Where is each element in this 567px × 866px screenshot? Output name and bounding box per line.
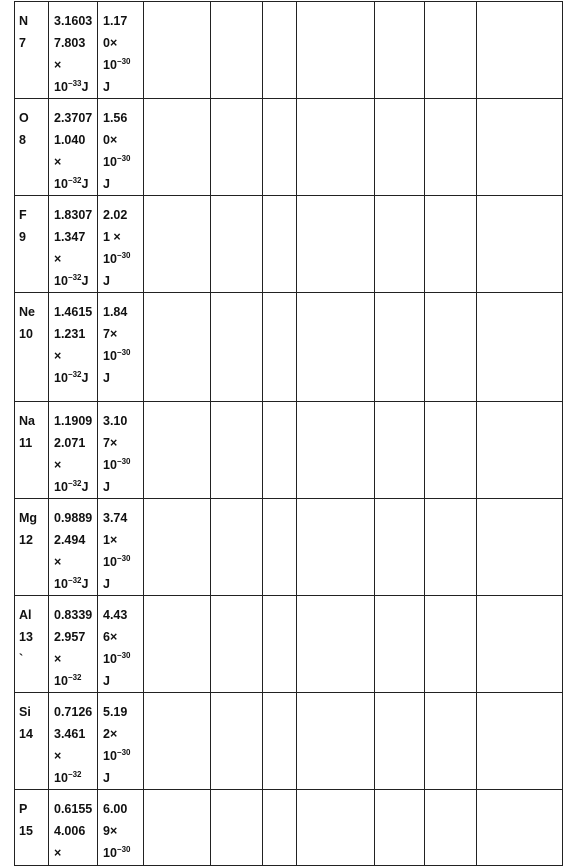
energy-cell	[98, 596, 144, 693]
power-base: 10	[103, 652, 117, 666]
element-cell	[15, 196, 49, 293]
empty-cell	[297, 596, 375, 693]
element-line: 10	[19, 327, 33, 341]
empty-cell	[477, 693, 563, 790]
energy-line	[98, 648, 143, 670]
power-exponent: −32	[67, 176, 82, 185]
element-line: Mg	[19, 511, 38, 525]
empty-cell	[144, 693, 211, 790]
unit-label: J	[81, 80, 89, 94]
empty-cell	[477, 499, 563, 596]
empty-cell	[375, 596, 425, 693]
value-line: 0.7126	[54, 705, 93, 719]
power-exponent: −33	[67, 79, 82, 88]
empty-cell	[425, 693, 477, 790]
element-line: 8	[19, 133, 26, 147]
value-line	[49, 76, 97, 98]
energy-line: J	[103, 177, 110, 191]
empty-cell	[477, 402, 563, 499]
empty-cell	[211, 2, 263, 99]
energy-line: 7×	[103, 436, 118, 450]
energy-line	[98, 248, 143, 270]
energy-line	[98, 151, 143, 173]
element-line: `	[19, 652, 24, 666]
empty-cell	[263, 99, 297, 196]
table-row	[15, 499, 563, 596]
value-line: ×	[54, 652, 62, 666]
value-cell	[49, 99, 98, 196]
empty-cell	[263, 499, 297, 596]
power-exponent: −30	[116, 651, 131, 660]
energy-line: 6×	[103, 630, 118, 644]
table-row	[15, 2, 563, 99]
power-exponent: −30	[116, 554, 131, 563]
energy-line: 1.17	[103, 14, 128, 28]
value-cell	[49, 790, 98, 866]
empty-cell	[211, 99, 263, 196]
power-exponent: −30	[116, 348, 131, 357]
empty-cell	[211, 196, 263, 293]
energy-line: 0×	[103, 36, 118, 50]
energy-cell	[98, 402, 144, 499]
empty-cell	[375, 196, 425, 293]
energy-line	[98, 745, 143, 767]
energy-line: 3.74	[103, 511, 128, 525]
element-line: N	[19, 14, 29, 28]
empty-cell	[425, 196, 477, 293]
element-cell	[15, 499, 49, 596]
energy-cell	[98, 196, 144, 293]
value-cell	[49, 693, 98, 790]
power-base: 10	[54, 674, 68, 688]
energy-line	[98, 454, 143, 476]
empty-cell	[425, 499, 477, 596]
value-line: 1.8307	[54, 208, 93, 222]
energy-line	[98, 54, 143, 76]
value-line: ×	[54, 155, 62, 169]
element-cell	[15, 99, 49, 196]
element-line: 15	[19, 824, 33, 838]
power-base: 10	[103, 58, 117, 72]
value-line: 1.231	[54, 327, 86, 341]
empty-cell	[211, 693, 263, 790]
element-cell	[15, 402, 49, 499]
value-line: 7.803	[54, 36, 86, 50]
empty-cell	[477, 2, 563, 99]
energy-line: J	[103, 674, 110, 688]
value-line	[49, 270, 97, 292]
value-line: 0.8339	[54, 608, 93, 622]
empty-cell	[144, 2, 211, 99]
unit-label: J	[81, 274, 89, 288]
element-line: O	[19, 111, 29, 125]
power-base: 10	[103, 349, 117, 363]
table-row	[15, 293, 563, 402]
empty-cell	[375, 2, 425, 99]
energy-line: J	[103, 577, 110, 591]
value-line: 2.071	[54, 436, 86, 450]
value-line	[49, 670, 97, 692]
empty-cell	[297, 2, 375, 99]
power-base: 10	[54, 80, 68, 94]
energy-line: J	[103, 480, 110, 494]
empty-cell	[211, 790, 263, 866]
energy-line	[98, 551, 143, 573]
power-exponent: −32	[67, 770, 82, 779]
power-base: 10	[54, 577, 68, 591]
empty-cell	[375, 790, 425, 866]
power-base: 10	[54, 274, 68, 288]
energy-line: J	[103, 371, 110, 385]
empty-cell	[297, 499, 375, 596]
element-line: F	[19, 208, 27, 222]
energy-cell	[98, 499, 144, 596]
power-base: 10	[54, 771, 68, 785]
empty-cell	[263, 2, 297, 99]
energy-line	[98, 842, 143, 864]
energy-line: 1×	[103, 533, 118, 547]
empty-cell	[425, 2, 477, 99]
element-line: Al	[19, 608, 32, 622]
element-line: 12	[19, 533, 33, 547]
empty-cell	[144, 790, 211, 866]
empty-cell	[144, 596, 211, 693]
power-base: 10	[103, 155, 117, 169]
power-exponent: −30	[116, 457, 131, 466]
empty-cell	[263, 790, 297, 866]
power-exponent: −30	[116, 748, 131, 757]
empty-cell	[425, 402, 477, 499]
energy-cell	[98, 2, 144, 99]
element-line: 14	[19, 727, 33, 741]
empty-cell	[263, 596, 297, 693]
energy-line: 4.43	[103, 608, 128, 622]
empty-cell	[297, 790, 375, 866]
energy-line: 3.10	[103, 414, 128, 428]
empty-cell	[211, 499, 263, 596]
value-line: ×	[54, 555, 62, 569]
value-line: ×	[54, 749, 62, 763]
element-cell	[15, 293, 49, 402]
value-line: 0.6155	[54, 802, 93, 816]
energy-line: 9×	[103, 824, 118, 838]
value-cell	[49, 499, 98, 596]
element-cell	[15, 2, 49, 99]
table-row	[15, 402, 563, 499]
power-exponent: −32	[67, 673, 82, 682]
power-exponent: −30	[116, 845, 131, 854]
empty-cell	[211, 293, 263, 402]
energy-cell	[98, 99, 144, 196]
value-line: 2.494	[54, 533, 86, 547]
value-line	[49, 573, 97, 595]
empty-cell	[425, 596, 477, 693]
empty-cell	[211, 596, 263, 693]
energy-line: 5.19	[103, 705, 128, 719]
value-line: ×	[54, 846, 62, 860]
empty-cell	[297, 99, 375, 196]
table-row	[15, 99, 563, 196]
power-exponent: −30	[116, 251, 131, 260]
energy-line: J	[103, 771, 110, 785]
empty-cell	[375, 693, 425, 790]
unit-label: J	[81, 577, 89, 591]
element-cell	[15, 596, 49, 693]
value-line: 1.4615	[54, 305, 93, 319]
empty-cell	[144, 293, 211, 402]
value-line	[49, 367, 97, 389]
empty-cell	[263, 693, 297, 790]
value-cell	[49, 402, 98, 499]
table-row	[15, 196, 563, 293]
data-table-page	[14, 1, 562, 860]
value-line: 2.957	[54, 630, 86, 644]
empty-cell	[297, 402, 375, 499]
power-exponent: −32	[67, 479, 82, 488]
element-line: Ne	[19, 305, 35, 319]
energy-line: 1.84	[103, 305, 128, 319]
table-row	[15, 693, 563, 790]
value-line: 1.040	[54, 133, 86, 147]
empty-cell	[425, 790, 477, 866]
value-cell	[49, 293, 98, 402]
energy-line: 0×	[103, 133, 118, 147]
energy-line: J	[103, 274, 110, 288]
value-line: 1.1909	[54, 414, 93, 428]
element-line: Na	[19, 414, 35, 428]
element-line: 11	[19, 436, 33, 450]
energy-line: 2×	[103, 727, 118, 741]
power-base: 10	[54, 480, 68, 494]
power-exponent: −30	[116, 57, 131, 66]
unit-label: J	[81, 177, 89, 191]
power-exponent: −30	[116, 154, 131, 163]
empty-cell	[477, 293, 563, 402]
power-base: 10	[103, 458, 117, 472]
value-line: 3.1603	[54, 14, 93, 28]
empty-cell	[477, 99, 563, 196]
value-cell	[49, 196, 98, 293]
value-line: 0.9889	[54, 511, 93, 525]
energy-line: 1 ×	[103, 230, 121, 244]
value-cell	[49, 596, 98, 693]
energy-line: 6.00	[103, 802, 128, 816]
empty-cell	[297, 693, 375, 790]
table-row	[15, 596, 563, 693]
power-base: 10	[103, 555, 117, 569]
energy-line: J	[103, 80, 110, 94]
empty-cell	[263, 402, 297, 499]
empty-cell	[425, 293, 477, 402]
value-line: ×	[54, 349, 62, 363]
value-line: 2.3707	[54, 111, 93, 125]
power-base: 10	[103, 252, 117, 266]
value-line: 1.347	[54, 230, 86, 244]
element-data-table	[14, 1, 563, 866]
power-base: 10	[54, 371, 68, 385]
value-line: ×	[54, 458, 62, 472]
empty-cell	[144, 402, 211, 499]
value-line	[49, 767, 97, 789]
empty-cell	[375, 293, 425, 402]
empty-cell	[375, 99, 425, 196]
empty-cell	[144, 499, 211, 596]
power-exponent: −32	[67, 273, 82, 282]
power-base: 10	[103, 749, 117, 763]
element-line: 9	[19, 230, 26, 244]
unit-label: J	[81, 371, 89, 385]
value-line	[49, 476, 97, 498]
energy-line	[98, 345, 143, 367]
element-line: Si	[19, 705, 31, 719]
empty-cell	[263, 293, 297, 402]
empty-cell	[144, 99, 211, 196]
value-line: ×	[54, 252, 62, 266]
element-line: P	[19, 802, 28, 816]
empty-cell	[144, 196, 211, 293]
energy-line: 1.56	[103, 111, 128, 125]
empty-cell	[263, 196, 297, 293]
energy-line: 2.02	[103, 208, 128, 222]
empty-cell	[211, 402, 263, 499]
empty-cell	[477, 790, 563, 866]
energy-cell	[98, 293, 144, 402]
energy-line: 7×	[103, 327, 118, 341]
element-line: 13	[19, 630, 33, 644]
power-exponent: −32	[67, 576, 82, 585]
empty-cell	[425, 99, 477, 196]
value-line: ×	[54, 58, 62, 72]
power-base: 10	[54, 177, 68, 191]
element-cell	[15, 790, 49, 866]
power-base: 10	[103, 846, 117, 860]
power-exponent: −32	[67, 370, 82, 379]
empty-cell	[297, 196, 375, 293]
element-cell	[15, 693, 49, 790]
empty-cell	[477, 596, 563, 693]
energy-cell	[98, 790, 144, 866]
empty-cell	[375, 499, 425, 596]
value-cell	[49, 2, 98, 99]
value-line	[49, 173, 97, 195]
energy-cell	[98, 693, 144, 790]
value-line: 3.461	[54, 727, 86, 741]
element-line: 7	[19, 36, 26, 50]
unit-label: J	[81, 480, 89, 494]
table-row	[15, 790, 563, 866]
value-line: 4.006	[54, 824, 86, 838]
empty-cell	[477, 196, 563, 293]
empty-cell	[297, 293, 375, 402]
empty-cell	[375, 402, 425, 499]
